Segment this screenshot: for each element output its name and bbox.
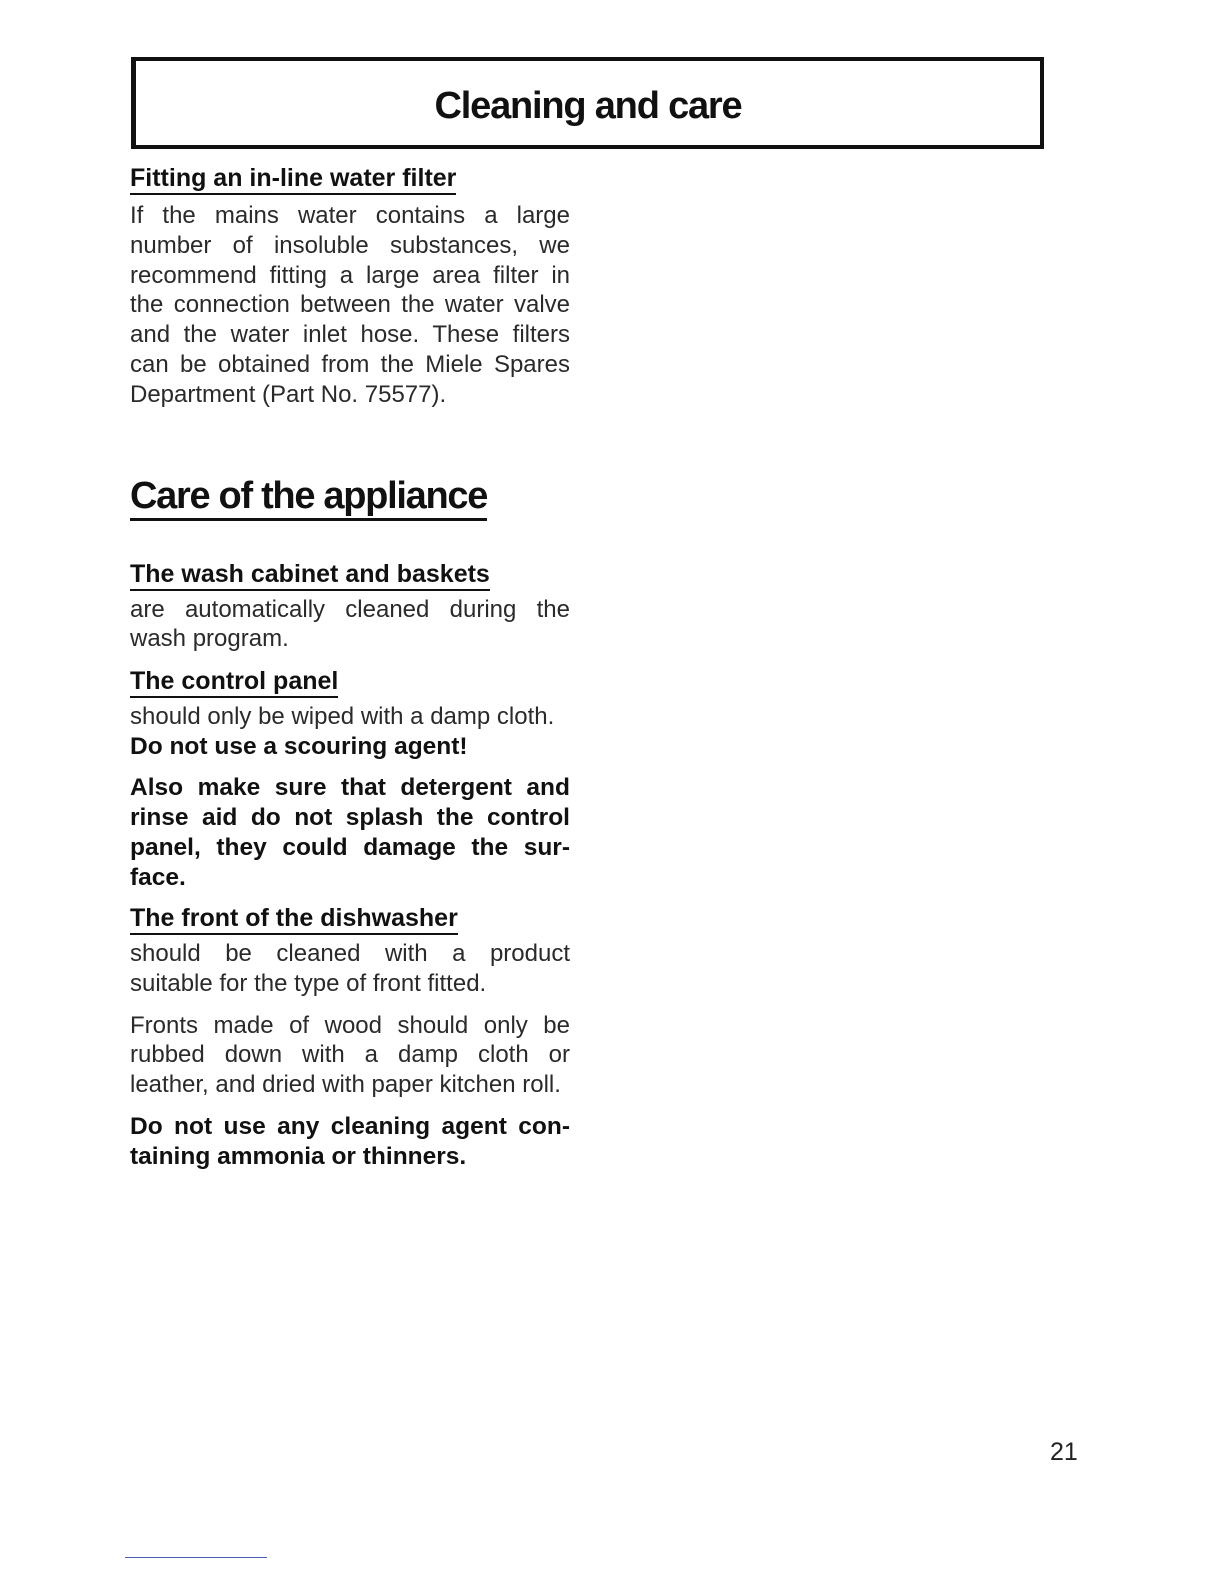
control-panel-body: should only be wiped with a damp cloth. — [130, 703, 555, 731]
control-panel-block — [130, 666, 570, 893]
cabinet-block — [130, 559, 570, 655]
front-body-product: should be cleaned with a product suitable for the type of front fitted. — [130, 939, 570, 997]
control-panel-heading: The control panel — [130, 666, 338, 698]
front-heading: The front of the dishwasher — [130, 903, 458, 935]
cabinet-heading: The wash cabinet and baskets — [130, 559, 490, 591]
page-number: 21 — [1050, 1438, 1078, 1466]
care-section-title: Care of the appliance — [130, 474, 487, 521]
control-panel-warning-scouring: Do not use a scouring agent! — [130, 732, 468, 760]
care-section — [130, 474, 570, 1172]
front-block — [130, 903, 570, 1172]
front-warning-ammonia: Do not use any cleaning agent con-taining ammonia or thinners. — [130, 1112, 570, 1170]
main-column — [130, 163, 570, 1172]
front-body-wood: Fronts made of wood should only be rubbed down with a damp cloth or leather, and dried with paper kitchen roll. — [130, 1011, 570, 1099]
filter-section — [130, 163, 570, 410]
cabinet-body: are automatically cleaned during the wash program. — [130, 595, 570, 653]
filter-heading: Fitting an in-line water filter — [130, 163, 456, 195]
control-panel-warning-splash: Also make sure that detergent and rinse aid do not splash the control panel, they could damage the sur-face. — [130, 773, 570, 891]
page-title: Cleaning and care — [434, 85, 742, 127]
page-header-box — [131, 57, 1044, 149]
filter-body: If the mains water contains a large number of insoluble substances, we recommend fitting a large area filter in the connection between the water valve and the water inlet hose. These filters can be obtained from the Miele Spares Department (Part No. 75577). — [130, 202, 570, 408]
footer-link-underline — [125, 1557, 267, 1558]
